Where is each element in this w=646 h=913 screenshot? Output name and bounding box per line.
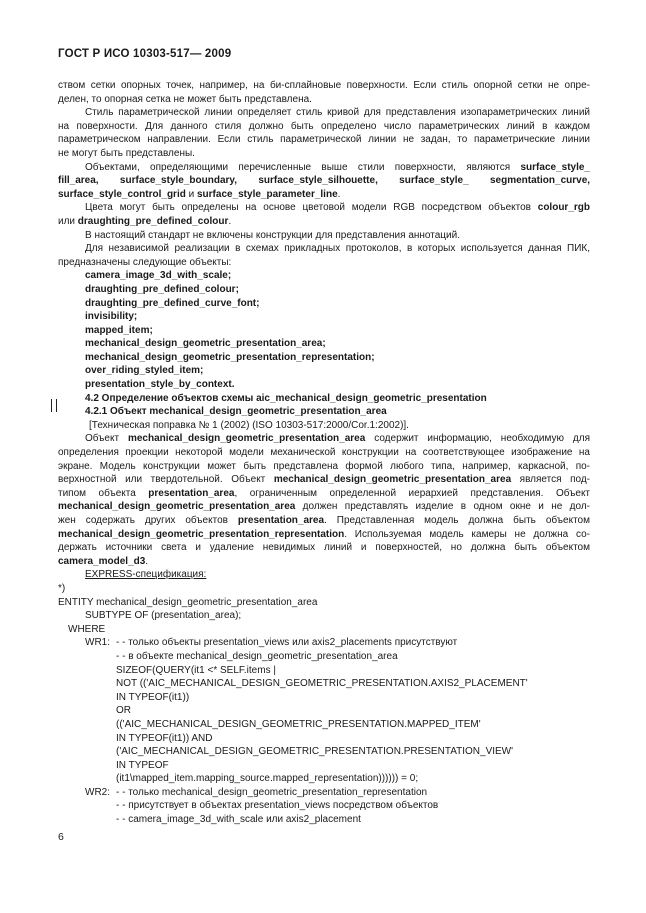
paragraph-line (58, 487, 590, 501)
change-bar (51, 399, 57, 412)
paragraph-line: делен, то опорная сетка не может быть представлена. (58, 93, 312, 105)
paragraph-line (58, 215, 590, 229)
paragraph-line (58, 528, 590, 542)
bold-run: surface_style_control_grid (58, 188, 186, 200)
code-line: (it1\mapped_item.mapping_source.mapped_representation)))))) = 0; (116, 773, 419, 785)
object-list-item: draughting_pre_defined_curve_font; (85, 297, 260, 309)
code-line: IN TYPEOF(it1)) (116, 691, 190, 703)
paragraph-line (58, 500, 590, 514)
bold-run: segmentation_curve, (490, 175, 591, 187)
code-comment: - - только mechanical_design_geometric_presentation_representation (116, 786, 428, 798)
text-run: или (58, 215, 78, 227)
text-run: должен представлять изделие в одном окне и не дол- (295, 501, 590, 513)
paragraph-line: определения проекции некоторой модели механической конструкции на соответствующее изображение на (58, 447, 590, 459)
object-list-item: presentation_style_by_context. (85, 379, 235, 391)
paragraph-line: экране. Модель конструкции может быть представлена формой любого типа, например, каркасной, по- (58, 460, 590, 472)
bold-run: surface_style_ (399, 175, 469, 187)
paragraph-line (58, 555, 590, 569)
text-run: и (185, 188, 197, 200)
object-list-item: camera_image_3d_with_scale; (85, 270, 232, 282)
bold-run: mechanical_design_geometric_presentation_area (273, 474, 512, 486)
paragraph-line: Для независимой реализации в схемах прикладных протоколов, в которых используется данная ПИК, (85, 243, 590, 255)
object-list-item: mapped_item; (85, 324, 153, 336)
bold-run: mechanical_design_geometric_presentation_representation (58, 528, 345, 540)
code-line (58, 636, 590, 650)
express-label: EXPRESS-спецификация: (85, 569, 207, 581)
paragraph-line (58, 188, 590, 202)
text-run: . (228, 215, 232, 227)
code-label: WR2: (85, 786, 110, 798)
code-line: ENTITY mechanical_design_geometric_presentation_area (58, 596, 318, 608)
text-run: жен содержать других объектов (58, 515, 238, 526)
paragraph-line: ством сетки опорных точек, например, на би-сплайновые поверхности. Если стиль опорной сетки не опре- (58, 80, 590, 91)
bold-run: draughting_pre_defined_colour (77, 215, 229, 227)
code-line: SIZEOF(QUERY(it1 <* SELF.items | (116, 664, 276, 676)
code-line: - - присутствует в объектах presentation_views посредством объектов (116, 800, 439, 812)
page-header: ГОСТ Р ИСО 10303-517— 2009 (58, 48, 232, 60)
section-heading-4-2: 4.2 Определение объектов схемы aic_mechanical_design_geometric_presentation (85, 392, 487, 404)
paragraph-line: В настоящий стандарт не включены конструкции для представления аннотаций. (85, 229, 460, 241)
page-number: 6 (58, 831, 64, 843)
text-run: Цвета могут быть определены на основе цветовой модели RGB посредством объектов (85, 202, 538, 214)
bold-run: surface_style_boundary, (119, 175, 238, 187)
paragraph-line (58, 174, 590, 188)
section-heading-4-2-1: 4.2.1 Объект mechanical_design_geometric_presentation_area (85, 406, 387, 418)
code-line: IN TYPEOF(it1)) AND (116, 732, 213, 744)
bold-run: surface_style_ (520, 161, 590, 173)
bold-run: mechanical_design_geometric_presentation_area (127, 433, 366, 445)
object-list-item: mechanical_design_geometric_presentation_area; (85, 338, 326, 350)
code-line: ('AIC_MECHANICAL_DESIGN_GEOMETRIC_PRESENTATION.PRESENTATION_VIEW' (116, 746, 514, 758)
paragraph-line (58, 473, 590, 487)
text-run: Объект (85, 433, 128, 445)
code-line: OR (116, 705, 131, 717)
code-line (58, 786, 590, 800)
bold-run: presentation_area (237, 515, 325, 526)
text-run: содержит информацию, необходимую для (365, 433, 590, 445)
page-body (58, 79, 590, 827)
bold-run: mechanical_design_geometric_presentation_area (58, 501, 296, 513)
paragraph-line: на поверхности. Для данного стиля должно быть определено число параметрических линий в каждом (58, 120, 590, 132)
paragraph-line (58, 514, 590, 528)
object-list-item: mechanical_design_geometric_presentation_representation; (85, 351, 375, 363)
paragraph-line (58, 432, 590, 446)
text-run: верхностной или твердотельной. Объект (58, 474, 274, 486)
paragraph-line: Стиль параметрической линии определяет стиль кривой для представления изопараметрических линий (85, 107, 590, 119)
bold-run: surface_style_silhouette, (258, 175, 378, 187)
text-run: Объектами, определяющими перечисленные выше стили поверхности, являются (85, 161, 521, 173)
paragraph-line: не могут быть представлены. (58, 147, 195, 159)
text-run: является под- (511, 474, 591, 486)
object-list-item: over_riding_styled_item; (85, 365, 204, 377)
code-line: *) (58, 582, 66, 594)
code-line: (('AIC_MECHANICAL_DESIGN_GEOMETRIC_PRESENTATION.MAPPED_ITEM' (116, 718, 481, 730)
paragraph-line: предназначены следующие объекты: (58, 256, 232, 268)
bold-run: camera_model_d3 (58, 555, 146, 567)
code-line: - - в объекте mechanical_design_geometric_presentation_area (116, 650, 398, 662)
text-run: . Используемая модель камеры не должна со- (344, 528, 590, 540)
amendment-note: [Техническая поправка № 1 (2002) (ISO 10303-517:2000/Cor.1:2002)]. (89, 419, 409, 431)
paragraph-line (58, 201, 590, 215)
code-line: - - camera_image_3d_with_scale или axis2_placement (116, 814, 361, 826)
bold-run: colour_rgb (537, 202, 590, 214)
code-line: WHERE (68, 623, 106, 635)
text-run: . Представленная модель должна быть объектом (324, 515, 590, 526)
text-run: , ограниченным определенной иерархией представления. Объект (234, 487, 591, 499)
bold-run: presentation_area (148, 487, 235, 499)
object-list-item: invisibility; (85, 311, 138, 323)
bold-run: surface_style_parameter_line (196, 188, 338, 200)
code-line: IN TYPEOF (116, 759, 169, 771)
code-label: WR1: (85, 637, 110, 649)
code-line: SUBTYPE OF (presentation_area); (85, 610, 242, 622)
bold-run: fill_area, (58, 175, 99, 187)
code-line: NOT (('AIC_MECHANICAL_DESIGN_GEOMETRIC_PRESENTATION.AXIS2_PLACEMENT' (116, 678, 528, 690)
text-run: . (337, 188, 341, 200)
object-list-item: draughting_pre_defined_colour; (85, 283, 239, 295)
paragraph-line: параметрическом направлении. Если стиль параметрической линии не задан, то параметрические линии (58, 134, 590, 146)
code-comment: - - только объекты presentation_views или axis2_placements присутствуют (116, 637, 458, 649)
paragraph-line (58, 161, 590, 175)
text-run: . (145, 555, 149, 567)
paragraph-line: держать источники света и удаление невидимых линий и поверхностей, но должна быть объектом (58, 542, 590, 554)
text-run: типом объекта (58, 487, 149, 499)
